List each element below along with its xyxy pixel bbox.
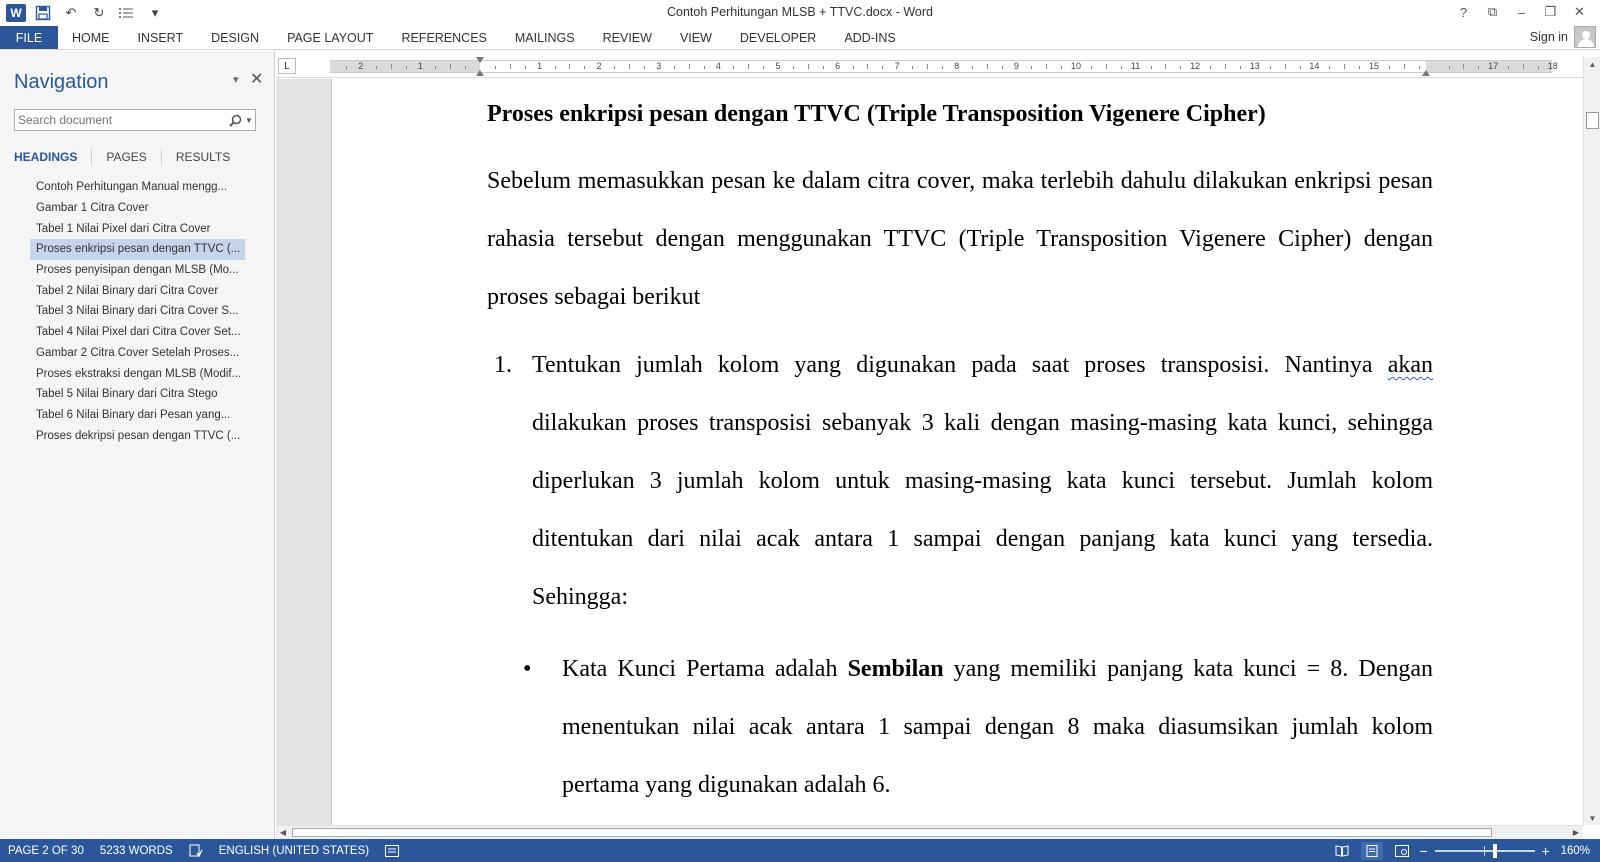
- save-icon[interactable]: [32, 3, 54, 23]
- ruler-tick-mark: [1404, 64, 1405, 69]
- ruler-tick-label: 14: [1309, 61, 1320, 71]
- tab-insert[interactable]: INSERT: [137, 30, 184, 45]
- zoom-level[interactable]: 160%: [1560, 844, 1590, 857]
- grammar-flag-word[interactable]: akan: [1387, 352, 1433, 378]
- heading-item[interactable]: Gambar 1 Citra Cover: [36, 202, 149, 215]
- list-item-paragraph[interactable]: [532, 336, 1433, 626]
- tab-design[interactable]: DESIGN: [211, 30, 260, 45]
- ruler-tick-mark: [555, 66, 556, 69]
- scroll-right-icon[interactable]: ▶: [1572, 828, 1580, 837]
- vertical-scrollbar[interactable]: [1583, 57, 1600, 825]
- section-heading[interactable]: Proses enkripsi pesan dengan TTVC (Triple Transposition Vigenere Cipher): [487, 101, 1266, 127]
- tab-results[interactable]: RESULTS: [175, 150, 231, 164]
- avatar[interactable]: [1574, 26, 1596, 48]
- heading-item[interactable]: Tabel 3 Nilai Binary dari Citra Cover S...: [36, 305, 239, 318]
- list-text: Tentukan jumlah kolom yang digunakan pada saat proses transposisi. Nantinya: [532, 352, 1388, 378]
- heading-item-selected[interactable]: Proses enkripsi pesan dengan TTVC (...: [30, 239, 245, 260]
- ruler-tick-mark: [376, 66, 377, 69]
- heading-item[interactable]: Tabel 5 Nilai Binary dari Citra Stego: [36, 388, 218, 401]
- ruler-tick-mark: [1046, 64, 1047, 69]
- ruler-tick-mark: [450, 64, 451, 69]
- close-pane-icon[interactable]: ✕: [250, 71, 264, 88]
- ruler-tick-mark: [1225, 64, 1226, 69]
- tab-references[interactable]: REFERENCES: [401, 30, 487, 45]
- ruler-tick-mark: [1091, 66, 1092, 69]
- ruler-area: [276, 57, 1583, 78]
- ruler-tick-mark: [823, 66, 824, 69]
- ruler-tick-mark: [1389, 66, 1390, 69]
- ruler-tick-mark: [1359, 66, 1360, 69]
- sign-in-link[interactable]: Sign in: [1529, 30, 1568, 44]
- ruler-tick-mark: [704, 66, 705, 69]
- ruler-tick-mark: [644, 66, 645, 69]
- status-bar: [0, 839, 1600, 862]
- ruler-tick-label: 9: [1013, 61, 1019, 71]
- ruler-tick-mark: [808, 64, 809, 69]
- ruler-tick-mark: [912, 66, 913, 69]
- ruler-tick-mark: [1180, 66, 1181, 69]
- ruler-tick-mark: [510, 64, 511, 69]
- ruler-tick-mark: [1121, 66, 1122, 69]
- ruler-tick-mark: [1165, 64, 1166, 69]
- bullet-icon: •: [523, 656, 532, 682]
- ruler-tick-mark: [1151, 66, 1152, 69]
- chevron-down-icon[interactable]: ▼: [245, 115, 253, 125]
- navigation-title: Navigation: [14, 71, 109, 93]
- ruler-tick-mark: [867, 64, 868, 69]
- heading-item[interactable]: Contoh Perhitungan Manual mengg...: [36, 181, 228, 194]
- ruler-tick-mark: [987, 64, 988, 69]
- bullet-text: yang memiliki panjang kata kunci = 8. Dengan menentukan nilai acak antara 1 sampai dengan 8 maka diasumsikan jumlah kolom pertama yang digunakan adalah 6.: [562, 656, 1434, 798]
- tab-add-ins[interactable]: ADD-INS: [844, 30, 896, 45]
- ruler-tick-mark: [1061, 66, 1062, 69]
- bold-keyword: Sembilan: [847, 656, 944, 682]
- ruler-tick-label: 17: [1488, 61, 1499, 71]
- document-area: [276, 79, 1583, 825]
- heading-item[interactable]: Tabel 2 Nilai Binary dari Citra Cover: [36, 284, 219, 297]
- ribbon-tabs: [0, 26, 1600, 50]
- ruler-tick-label: 18: [1547, 61, 1558, 71]
- print-layout-icon[interactable]: [1361, 842, 1383, 860]
- ruler-tick-label: 15: [1368, 61, 1380, 71]
- proofing-icon[interactable]: [181, 839, 211, 862]
- redo-icon[interactable]: ↻: [93, 5, 105, 20]
- zoom-out-button[interactable]: −: [1419, 842, 1428, 859]
- undo-icon[interactable]: ↶: [65, 5, 77, 20]
- ruler-tick-mark: [495, 66, 496, 69]
- intro-paragraph[interactable]: Sebelum memasukkan pesan ke dalam citra cover, maka terlebih dahulu dilakukan enkripsi pesan rahasia tersebut dengan menggunakan TTVC (Triple Transposition Vigenere Cipher) dengan proses sebagai berikut: [487, 168, 1433, 310]
- first-line-indent-marker[interactable]: [476, 57, 484, 63]
- read-mode-icon[interactable]: [1331, 842, 1353, 860]
- numbering-icon[interactable]: [116, 3, 138, 23]
- ruler-tick-label: 7: [894, 61, 900, 71]
- zoom-slider[interactable]: [1435, 850, 1535, 852]
- ruler-tick-label: 2: [358, 61, 364, 71]
- ruler-tick-mark: [465, 66, 466, 69]
- macro-record-icon[interactable]: [377, 839, 407, 862]
- scroll-down-icon[interactable]: ▼: [1588, 813, 1597, 823]
- scroll-thumb[interactable]: [1586, 112, 1599, 129]
- ruler-tick-mark: [763, 66, 764, 69]
- ribbon-display-options-icon[interactable]: ⧉: [1487, 4, 1498, 19]
- scroll-left-icon[interactable]: ◀: [279, 828, 287, 837]
- ruler-tick-mark: [1449, 66, 1450, 69]
- horizontal-ruler[interactable]: [330, 60, 1558, 73]
- document-page[interactable]: [331, 79, 1583, 825]
- window-controls: [1449, 0, 1594, 24]
- bullet-paragraph[interactable]: [562, 640, 1433, 814]
- ruler-tick-mark: [1240, 66, 1241, 69]
- ruler-tick-label: 1: [417, 61, 423, 71]
- ruler-tick-label: 12: [1190, 61, 1201, 71]
- tab-mailings[interactable]: MAILINGS: [514, 30, 575, 45]
- search-box: [14, 109, 256, 131]
- horizontal-scrollbar[interactable]: [276, 825, 1583, 839]
- tab-developer[interactable]: DEVELOPER: [739, 30, 817, 45]
- ruler-tick-mark: [733, 66, 734, 69]
- ruler-tick-mark: [882, 66, 883, 69]
- tab-page-layout[interactable]: PAGE LAYOUT: [287, 30, 374, 45]
- tab-file[interactable]: FILE: [0, 26, 58, 49]
- ruler-tick-mark: [629, 64, 630, 69]
- ruler-tick-mark: [1285, 64, 1286, 69]
- ruler-tick-mark: [1300, 66, 1301, 69]
- scroll-thumb[interactable]: [292, 828, 1492, 837]
- divider: [161, 149, 162, 165]
- ruler-tick-mark: [972, 66, 973, 69]
- ruler-tick-mark: [406, 66, 407, 69]
- window-title: Contoh Perhitungan MLSB + TTVC.docx - Word: [667, 5, 933, 19]
- restore-button[interactable]: ❐: [1544, 4, 1557, 19]
- ruler-tick-label: 3: [656, 61, 662, 71]
- ruler-tick-label: 13: [1249, 61, 1260, 71]
- word-logo-icon[interactable]: W: [6, 4, 26, 22]
- search-input[interactable]: [15, 110, 227, 130]
- heading-item[interactable]: Tabel 4 Nilai Pixel dari Citra Cover Set...: [36, 326, 241, 339]
- ruler-tick-mark: [942, 66, 943, 69]
- ruler-tick-mark: [1538, 66, 1539, 69]
- ruler-tick-mark: [674, 66, 675, 69]
- ruler-tick-mark: [1270, 66, 1271, 69]
- hanging-indent-marker[interactable]: [476, 70, 484, 76]
- heading-list: [30, 177, 245, 446]
- tab-review[interactable]: REVIEW: [602, 30, 652, 45]
- ruler-tick-mark: [1210, 66, 1211, 69]
- ruler-tick-mark: [1031, 66, 1032, 69]
- ruler-tick-mark: [1508, 66, 1509, 69]
- ruler-tick-mark: [1523, 64, 1524, 69]
- tab-home[interactable]: HOME: [72, 30, 110, 45]
- zoom-in-button[interactable]: +: [1541, 842, 1550, 859]
- scroll-up-icon[interactable]: ▲: [1588, 59, 1597, 69]
- heading-item[interactable]: Proses dekripsi pesan dengan TTVC (...: [36, 429, 241, 442]
- ruler-tick-mark: [1329, 66, 1330, 69]
- ruler-tick-label: 8: [954, 61, 960, 71]
- ruler-tick-mark: [435, 66, 436, 69]
- ruler-tick-mark: [346, 66, 347, 69]
- navigation-pane: [0, 51, 275, 839]
- quick-access-toolbar: [6, 2, 166, 24]
- ruler-tick-mark: [1106, 64, 1107, 69]
- tab-selector-button[interactable]: L: [278, 58, 296, 74]
- customize-qat-icon[interactable]: ▾: [151, 5, 159, 20]
- language-indicator[interactable]: ENGLISH (UNITED STATES): [218, 844, 370, 857]
- help-button[interactable]: ?: [1459, 4, 1468, 20]
- title-bar: [0, 0, 1600, 26]
- ruler-tick-label: 6: [835, 61, 841, 71]
- tab-view[interactable]: VIEW: [679, 30, 712, 45]
- ruler-tick-mark: [1419, 66, 1420, 69]
- close-button[interactable]: ✕: [1574, 4, 1585, 19]
- heading-item[interactable]: Tabel 6 Nilai Binary dari Pesan yang...: [36, 408, 231, 421]
- ruler-tick-label: 1: [537, 61, 543, 71]
- right-indent-marker[interactable]: [1422, 70, 1430, 76]
- heading-item[interactable]: Proses ekstraksi dengan MLSB (Modif...: [36, 367, 242, 380]
- ruler-tick-mark: [689, 64, 690, 69]
- ruler-tick-mark: [391, 64, 392, 69]
- ruler-tick-mark: [525, 66, 526, 69]
- heading-item[interactable]: Gambar 2 Citra Cover Setelah Proses...: [36, 346, 240, 359]
- tab-pages[interactable]: PAGES: [106, 150, 147, 164]
- ruler-tick-label: 11: [1130, 61, 1141, 71]
- ruler-tick-mark: [614, 66, 615, 69]
- zoom-slider-thumb[interactable]: [1493, 844, 1497, 858]
- heading-item[interactable]: Proses penyisipan dengan MLSB (Mo...: [36, 264, 239, 277]
- ruler-tick-label: 4: [715, 61, 721, 71]
- ruler-tick-mark: [927, 64, 928, 69]
- ruler-tick-label: 2: [596, 61, 602, 71]
- ruler-tick-mark: [793, 66, 794, 69]
- list-text: dilakukan proses transposisi sebanyak 3 kali dengan masing-masing kata kunci, sehingga diperlukan 3 jumlah kolom untuk masing-masing kata kunci tersebut. Jumlah kolom ditentukan dari nilai acak antara 1 sampai dengan panjang kata kunci yang tersedia. Sehingga:: [532, 410, 1433, 610]
- ruler-tick-label: 10: [1070, 61, 1082, 71]
- divider: [91, 149, 92, 165]
- ruler-tick-mark: [569, 64, 570, 69]
- minimize-button[interactable]: –: [1517, 4, 1526, 20]
- view-and-zoom-controls: [1327, 839, 1600, 862]
- tab-headings[interactable]: HEADINGS: [14, 150, 78, 164]
- ruler-tick-mark: [748, 64, 749, 69]
- list-number: 1.: [494, 352, 512, 378]
- ruler-tick-mark: [1002, 66, 1003, 69]
- search-icon[interactable]: [227, 112, 243, 128]
- ruler-tick-mark: [853, 66, 854, 69]
- ruler-tick-label: 5: [775, 61, 781, 71]
- pane-options-icon[interactable]: ▾: [233, 74, 239, 86]
- bullet-text: Kata Kunci Pertama adalah: [562, 656, 848, 682]
- navigation-tabs: [14, 149, 244, 165]
- page-count[interactable]: PAGE 2 OF 30: [8, 844, 84, 857]
- ruler-tick-mark: [584, 66, 585, 69]
- word-count[interactable]: 5233 WORDS: [99, 844, 173, 857]
- web-layout-icon[interactable]: [1391, 842, 1413, 860]
- ruler-tick-mark: [1463, 64, 1464, 69]
- heading-item[interactable]: Tabel 1 Nilai Pixel dari Citra Cover: [36, 222, 211, 235]
- ruler-tick-mark: [1478, 66, 1479, 69]
- ruler-tick-mark: [1344, 64, 1345, 69]
